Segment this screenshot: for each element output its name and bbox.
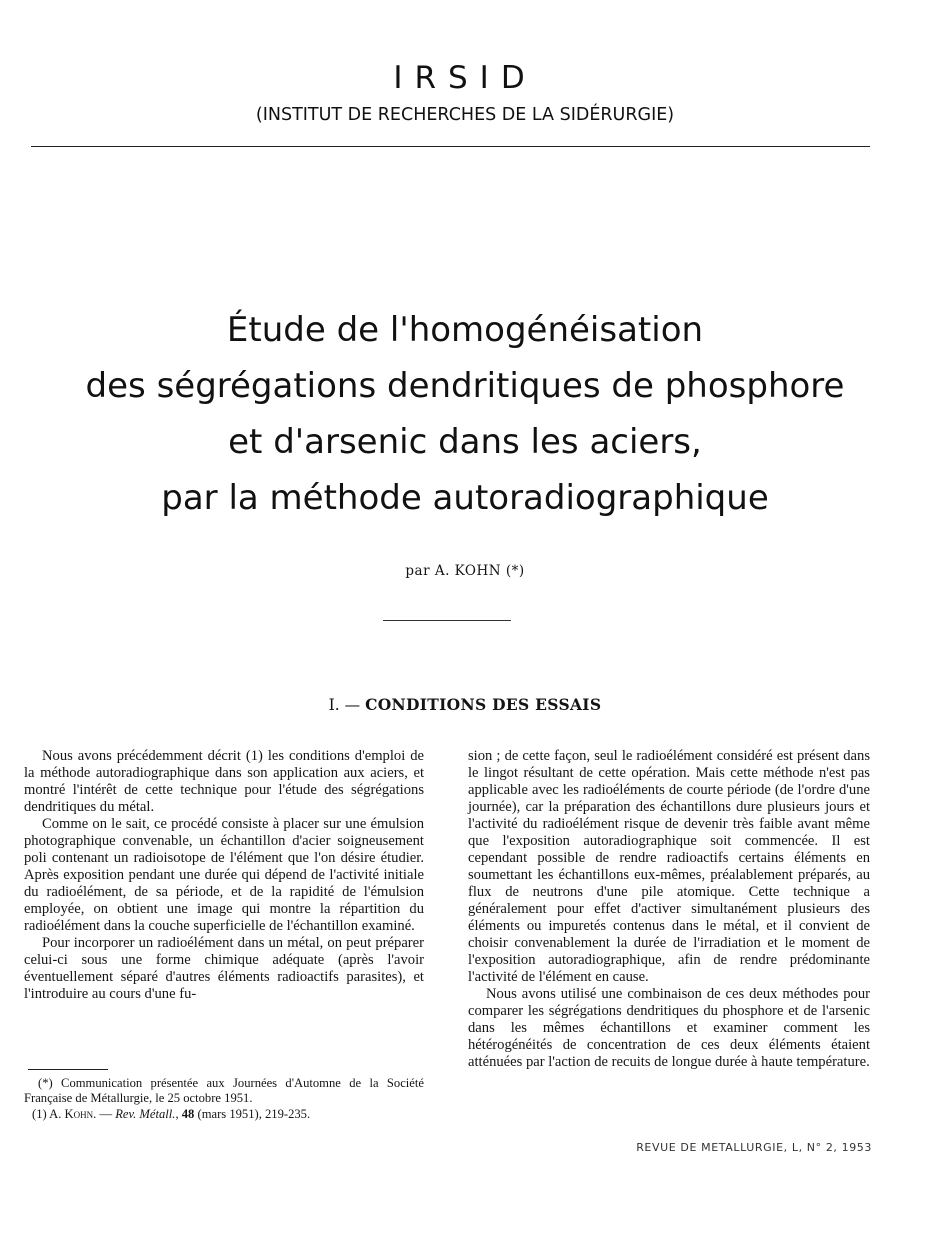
header-rule — [31, 146, 870, 147]
author-byline: par A. KOHN (*) — [405, 563, 525, 579]
title-line: par la méthode autoradiographique — [161, 478, 769, 518]
paragraph: Comme on le sait, ce procédé consiste à placer sur une émulsion photographique convenable, un échantillon d'acier soigneusement poli contenant un radioisotope de l'élément que l'on désire étudier. Après exposition pendant une durée qui dépend de l'activité initiale du radioélément, de sa période, et de la rapidité de l'émulsion employée, on obtient une image qui montre la répartition du radioélément dans la couche superficielle de l'échantillon examiné. — [24, 816, 424, 934]
org-acronym: IRSID — [393, 60, 537, 96]
running-footer: REVUE DE METALLURGIE, L, N° 2, 1953 — [636, 1141, 872, 1154]
footnote-2-dash: . — — [93, 1107, 113, 1121]
article-title — [0, 302, 930, 526]
title-line: des ségrégations dendritiques de phosphore — [85, 366, 845, 406]
section-heading — [0, 695, 930, 714]
footnote-1: (*) Communication présentée aux Journées d'Automne de la Société Française de Métallurgie, le 25 octobre 1951. — [24, 1076, 424, 1105]
paragraph: Pour incorporer un radioélément dans un métal, on peut préparer celui-ci sous une forme chimique adéquate (après l'avoir éventuellement séparé d'autres éléments radioactifs parasites), et l'introduire au cours d'une fu- — [24, 935, 424, 1002]
footnote-2-details: (mars 1951), 219-235. — [197, 1107, 311, 1121]
footnote-2-journal: Rev. Métall. — [115, 1107, 176, 1121]
footnote-2-ref: (1) A. — [32, 1107, 62, 1121]
footnote-2-volume: 48 — [181, 1107, 195, 1121]
footnote-2: (1) A. Kohn. — Rev. Métall., 48 (mars 1951), 219-235. — [32, 1107, 311, 1121]
footnotes — [24, 1076, 424, 1122]
paragraph: sion ; de cette façon, seul le radioélément considéré est présent dans le lingot résultant de cette opération. Mais cette méthode n'est pas applicable avec les radioéléments de courte période (de l'ordre d'une journée), car la préparation des échantillons dure plusieurs jours et l'activité du radioélément risque de devenir très faible avant même que l'exposition autoradiographique soit commencée. Il est cependant possible de rendre radioactifs certains éléments en soumettant les échantillons eux-mêmes, préalablement préparés, au flux de neutrons d'une pile atomique. Cette technique a généralement pour effet d'activer simultanément plusieurs des éléments ou impuretés contenus dans le métal, et il convient de choisir convenablement la durée de l'irradiation et le moment de l'exposition autoradiographique, afin de rendre prédominante l'activité de l'élément en cause. — [468, 748, 870, 985]
paragraph: Nous avons utilisé une combinaison de ces deux méthodes pour comparer les ségrégations dendritiques du phosphore et de l'arsenic dans les mêmes échantillons et examiner comment les hétérogénéités de concentration de ces deux éléments étaient atténuées par l'action de recuits de longue durée à haute température. — [468, 986, 870, 1070]
section-number: I. — — [328, 696, 361, 714]
paragraph: Nous avons précédemment décrit (1) les conditions d'emploi de la méthode autoradiographique dans son application aux aciers, et montré l'intérêt de cette technique pour l'étude des ségrégations dendritiques du métal. — [24, 748, 424, 815]
footnote-2-author: Kohn — [64, 1107, 94, 1121]
title-line: Étude de l'homogénéisation — [226, 310, 704, 350]
title-line: et d'arsenic dans les aciers, — [228, 422, 702, 462]
title-separator-rule — [383, 620, 511, 621]
org-full-name: (INSTITUT DE RECHERCHES DE LA SIDÉRURGIE) — [255, 105, 675, 125]
left-column — [24, 748, 424, 1003]
right-column — [468, 748, 870, 1071]
footnote-rule — [28, 1069, 108, 1070]
section-title: CONDITIONS DES ESSAIS — [365, 695, 602, 714]
